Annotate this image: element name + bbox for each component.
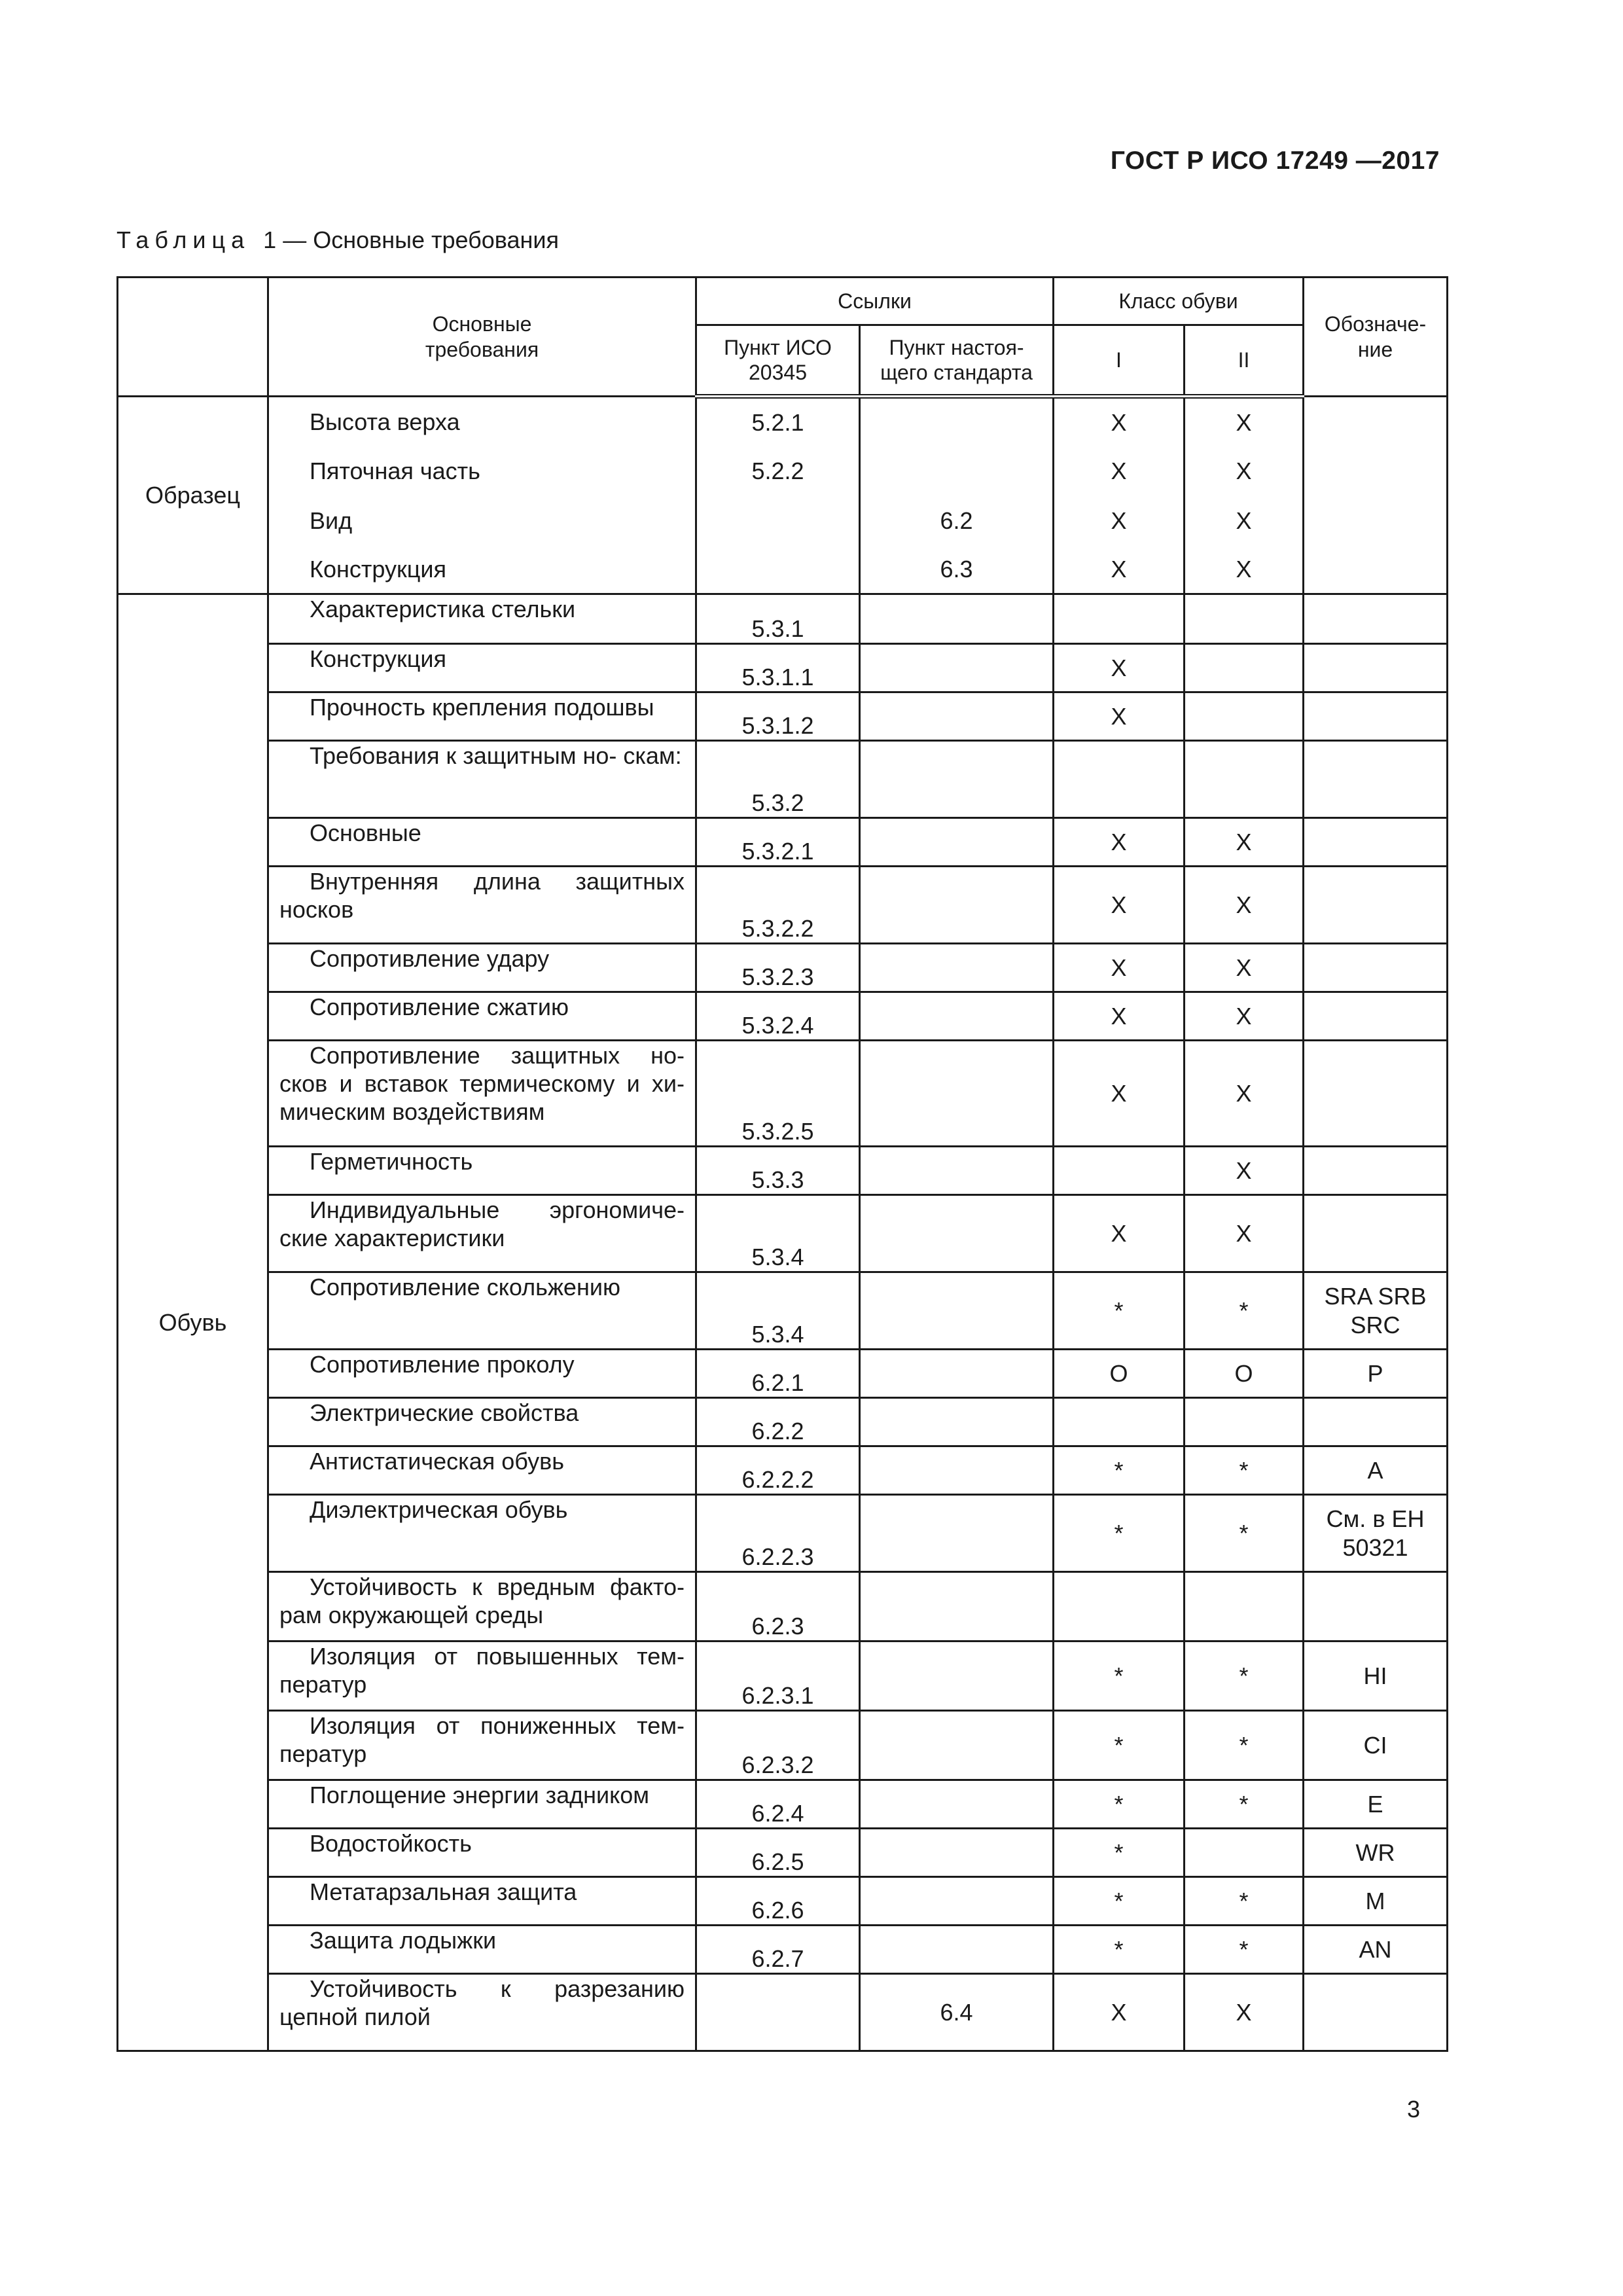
designation-cell [1304,446,1448,496]
class-1-cell: X [1054,1195,1185,1272]
designation-cell [1304,1041,1448,1147]
std-ref-cell [860,1829,1054,1877]
requirement-cell: Защита лодыжки [268,1926,696,1974]
designation-cell: A [1304,1446,1448,1495]
designation-cell [1304,1195,1448,1272]
class-1-cell: * [1054,1495,1185,1572]
iso-ref-cell [696,1974,860,2051]
table-row [118,1974,1448,2051]
header-requirements: Основные требования [268,278,696,397]
iso-ref-cell: 6.2.4 [696,1780,860,1829]
requirement-cell: Изоляция от пониженных тем- ператур [268,1711,696,1780]
class-1-cell: X [1054,944,1185,992]
table-row [118,1829,1448,1877]
requirement-cell: Сопротивление скольжению [268,1272,696,1350]
designation-cell: CI [1304,1711,1448,1780]
requirement-cell: Конструкция [268,546,696,594]
designation-cell [1304,992,1448,1041]
designation-cell [1304,692,1448,741]
std-ref-cell [860,1195,1054,1272]
std-ref-cell [860,1641,1054,1711]
std-ref-cell [860,867,1054,944]
requirement-cell: Прочность крепления подошвы [268,692,696,741]
iso-ref-cell: 6.2.2.2 [696,1446,860,1495]
class-2-cell: O [1185,1350,1304,1398]
table-row [118,446,1448,496]
iso-ref-cell: 5.3.3 [696,1147,860,1195]
header-class-2: II [1185,325,1304,397]
table-row [118,1780,1448,1829]
class-2-cell [1185,1829,1304,1877]
iso-ref-cell: 5.3.2.4 [696,992,860,1041]
std-ref-cell [860,1780,1054,1829]
designation-cell [1304,1974,1448,2051]
requirement-cell: Сопротивление сжатию [268,992,696,1041]
std-ref-cell [860,446,1054,496]
iso-ref-cell: 6.2.3 [696,1572,860,1641]
iso-ref-cell: 5.3.4 [696,1195,860,1272]
requirement-cell: Метатарзальная защита [268,1877,696,1926]
table-row [118,1398,1448,1446]
requirement-cell: Характеристика стельки [268,594,696,644]
requirement-cell: Антистатическая обувь [268,1446,696,1495]
requirement-cell: Сопротивление удару [268,944,696,992]
requirement-cell: Внутренняя длина защитных носков [268,867,696,944]
class-1-cell [1054,741,1185,818]
std-ref-cell [860,1495,1054,1572]
std-ref-cell [860,992,1054,1041]
table-row [118,1147,1448,1195]
iso-ref-cell: 5.3.2.3 [696,944,860,992]
std-ref-cell [860,594,1054,644]
table-row [118,594,1448,644]
std-ref-cell [860,1398,1054,1446]
class-2-cell: X [1185,867,1304,944]
designation-cell [1304,496,1448,546]
iso-ref-cell: 6.2.3.2 [696,1711,860,1780]
class-1-cell: * [1054,1829,1185,1877]
table-row [118,397,1448,446]
class-1-cell: X [1054,692,1185,741]
designation-cell [1304,397,1448,446]
designation-cell [1304,818,1448,867]
table-row [118,1272,1448,1350]
designation-cell [1304,546,1448,594]
iso-ref-cell: 6.2.5 [696,1829,860,1877]
std-ref-cell [860,644,1054,692]
table-row [118,1641,1448,1711]
requirement-cell: Диэлектрическая обувь [268,1495,696,1572]
table-body [118,397,1448,2051]
table-row [118,1877,1448,1926]
class-2-cell: X [1185,546,1304,594]
iso-ref-cell: 6.2.2 [696,1398,860,1446]
std-ref-cell: 6.3 [860,546,1054,594]
class-2-cell: X [1185,992,1304,1041]
table-row [118,1926,1448,1974]
class-2-cell: X [1185,1195,1304,1272]
class-1-cell: * [1054,1272,1185,1350]
designation-cell [1304,594,1448,644]
requirement-cell: Устойчивость к разрезанию цепной пилой [268,1974,696,2051]
designation-cell [1304,741,1448,818]
class-2-cell: * [1185,1926,1304,1974]
table-row [118,944,1448,992]
iso-ref-cell [696,546,860,594]
class-1-cell: * [1054,1641,1185,1711]
iso-ref-cell: 6.2.2.3 [696,1495,860,1572]
page-number: 3 [1407,2096,1421,2123]
iso-ref-cell: 5.2.1 [696,397,860,446]
class-2-cell: * [1185,1877,1304,1926]
std-ref-cell: 6.2 [860,496,1054,546]
iso-ref-cell: 5.3.1.2 [696,692,860,741]
designation-cell: E [1304,1780,1448,1829]
class-2-cell [1185,594,1304,644]
designation-cell [1304,1572,1448,1641]
document-code-header: ГОСТ Р ИСО 17249 —2017 [1110,147,1440,175]
designation-cell [1304,1147,1448,1195]
class-2-cell: * [1185,1495,1304,1572]
requirement-cell: Основные [268,818,696,867]
header-ref-iso: Пункт ИСО 20345 [696,325,860,397]
std-ref-cell [860,692,1054,741]
class-1-cell: X [1054,496,1185,546]
table-row [118,1446,1448,1495]
iso-ref-cell: 6.2.6 [696,1877,860,1926]
class-2-cell: X [1185,1974,1304,2051]
class-1-cell: * [1054,1926,1185,1974]
group-cell: Образец [118,397,268,594]
table-row [118,1711,1448,1780]
table-row [118,644,1448,692]
class-1-cell [1054,594,1185,644]
iso-ref-cell: 6.2.3.1 [696,1641,860,1711]
table-caption-label: Таблица [116,226,251,253]
designation-cell: SRA SRB SRC [1304,1272,1448,1350]
std-ref-cell [860,1926,1054,1974]
class-1-cell [1054,1147,1185,1195]
class-1-cell: * [1054,1780,1185,1829]
class-1-cell: X [1054,1974,1185,2051]
class-2-cell: X [1185,1147,1304,1195]
table-caption-title: 1 — Основные требования [263,226,559,253]
class-2-cell: X [1185,446,1304,496]
requirement-cell: Сопротивление защитных но- сков и вставок термическому и хи- мическим воздействиям [268,1041,696,1147]
class-2-cell: * [1185,1711,1304,1780]
iso-ref-cell: 6.2.7 [696,1926,860,1974]
iso-ref-cell: 5.2.2 [696,446,860,496]
class-1-cell: X [1054,818,1185,867]
class-2-cell [1185,692,1304,741]
designation-cell: P [1304,1350,1448,1398]
requirement-cell: Изоляция от повышенных тем- ператур [268,1641,696,1711]
requirement-cell: Герметичность [268,1147,696,1195]
group-cell: Обувь [118,594,268,2051]
table-row [118,1195,1448,1272]
class-1-cell [1054,1398,1185,1446]
class-1-cell: X [1054,992,1185,1041]
std-ref-cell [860,741,1054,818]
header-ref-std: Пункт настоя- щего стандарта [860,325,1054,397]
class-2-cell [1185,644,1304,692]
class-1-cell: X [1054,446,1185,496]
class-1-cell: X [1054,546,1185,594]
header-class-1: I [1054,325,1185,397]
table-row [118,1350,1448,1398]
iso-ref-cell: 5.3.2 [696,741,860,818]
iso-ref-cell [696,496,860,546]
class-2-cell: X [1185,818,1304,867]
designation-cell: M [1304,1877,1448,1926]
requirement-cell: Конструкция [268,644,696,692]
iso-ref-cell: 5.3.2.1 [696,818,860,867]
iso-ref-cell: 5.3.2.2 [696,867,860,944]
designation-cell: См. в ЕН 50321 [1304,1495,1448,1572]
std-ref-cell [860,1446,1054,1495]
std-ref-cell [860,1877,1054,1926]
iso-ref-cell: 6.2.1 [696,1350,860,1398]
class-2-cell: X [1185,1041,1304,1147]
iso-ref-cell: 5.3.1 [696,594,860,644]
requirements-table [116,276,1448,2052]
table-row [118,1572,1448,1641]
designation-cell: WR [1304,1829,1448,1877]
std-ref-cell [860,1572,1054,1641]
requirement-cell: Вид [268,496,696,546]
requirement-cell: Устойчивость к вредным факто- рам окружающей среды [268,1572,696,1641]
class-1-cell: * [1054,1446,1185,1495]
table-row [118,741,1448,818]
requirement-cell: Поглощение энергии задником [268,1780,696,1829]
std-ref-cell [860,1272,1054,1350]
class-1-cell: X [1054,397,1185,446]
table-row [118,692,1448,741]
designation-cell: AN [1304,1926,1448,1974]
class-2-cell [1185,1398,1304,1446]
table-row [118,496,1448,546]
requirement-cell: Сопротивление проколу [268,1350,696,1398]
designation-cell [1304,867,1448,944]
class-1-cell: O [1054,1350,1185,1398]
table-row [118,546,1448,594]
class-2-cell: X [1185,944,1304,992]
table-caption [116,226,559,254]
requirement-cell: Водостойкость [268,1829,696,1877]
requirement-cell: Пяточная часть [268,446,696,496]
designation-cell [1304,1398,1448,1446]
class-1-cell: X [1054,1041,1185,1147]
std-ref-cell: 6.4 [860,1974,1054,2051]
class-2-cell [1185,741,1304,818]
designation-cell [1304,944,1448,992]
iso-ref-cell: 5.3.2.5 [696,1041,860,1147]
table-row [118,1041,1448,1147]
std-ref-cell [860,397,1054,446]
table-row [118,818,1448,867]
class-1-cell: X [1054,644,1185,692]
class-2-cell: * [1185,1641,1304,1711]
table-row [118,867,1448,944]
class-2-cell: * [1185,1272,1304,1350]
std-ref-cell [860,1147,1054,1195]
requirement-cell: Электрические свойства [268,1398,696,1446]
table-header [118,278,1448,397]
iso-ref-cell: 5.3.1.1 [696,644,860,692]
std-ref-cell [860,1350,1054,1398]
designation-cell [1304,644,1448,692]
class-2-cell [1185,1572,1304,1641]
table-row [118,992,1448,1041]
table-row [118,1495,1448,1572]
class-2-cell: X [1185,496,1304,546]
requirement-cell: Индивидуальные эргономиче- ские характеристики [268,1195,696,1272]
std-ref-cell [860,1711,1054,1780]
std-ref-cell [860,1041,1054,1147]
class-2-cell: * [1185,1780,1304,1829]
class-1-cell: X [1054,867,1185,944]
iso-ref-cell: 5.3.4 [696,1272,860,1350]
designation-cell: HI [1304,1641,1448,1711]
std-ref-cell [860,818,1054,867]
class-1-cell: * [1054,1877,1185,1926]
header-designation: Обозначе- ние [1304,278,1448,397]
header-class: Класс обуви [1054,278,1304,325]
class-2-cell: * [1185,1446,1304,1495]
header-group-cell [118,278,268,397]
requirement-cell: Требования к защитным но- скам: [268,741,696,818]
std-ref-cell [860,944,1054,992]
class-2-cell: X [1185,397,1304,446]
class-1-cell [1054,1572,1185,1641]
requirement-cell: Высота верха [268,397,696,446]
header-refs: Ссылки [696,278,1054,325]
class-1-cell: * [1054,1711,1185,1780]
